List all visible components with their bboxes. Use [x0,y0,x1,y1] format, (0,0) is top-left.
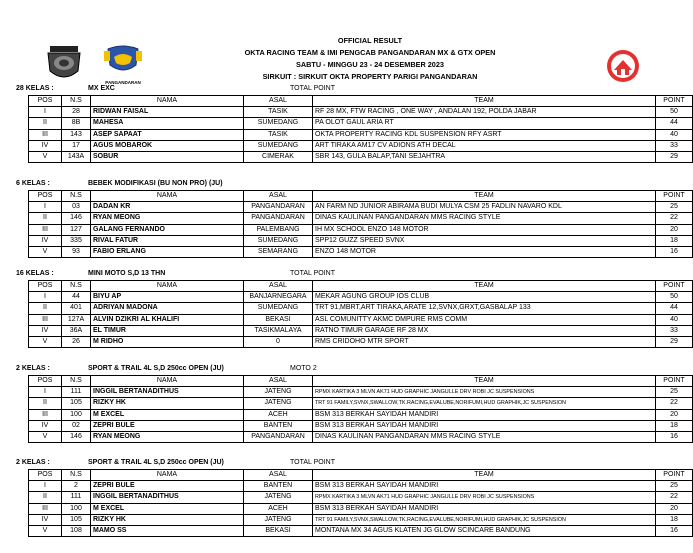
table-row [29,514,693,525]
results-table [28,95,693,163]
table-header-row [29,96,693,107]
cell-point: 16 [656,431,693,442]
cell-ns: 127 [62,224,91,235]
table-row [29,140,693,151]
class-label-text: KELAS : [21,180,50,187]
cell-nama: FABIO ERLANG [91,246,244,257]
column-header-asal: ASAL [244,96,313,107]
cell-asal: PALEMBANG [244,224,313,235]
cell-ns: 143 [62,129,91,140]
column-header-pos: POS [29,376,62,387]
cell-team: BSM 313 BERKAH SAYIDAH MANDIRI [313,481,656,492]
cell-pos: III [29,224,62,235]
column-header-ns: N.S [62,376,91,387]
cell-pos: V [29,336,62,347]
column-header-pos: POS [29,281,62,292]
cell-asal: CIMERAK [244,151,313,162]
cell-asal: JATENG [244,492,313,503]
results-table [28,375,693,443]
column-header-point: POINT [656,96,693,107]
cell-point: 50 [656,292,693,303]
column-header-pos: POS [29,96,62,107]
cell-pos: I [29,292,62,303]
column-header-pos: POS [29,470,62,481]
event-title: OKTA RACING TEAM & IMI PENGCAB PANGANDARAN MX & GTX OPEN [244,48,496,57]
cell-pos: I [29,387,62,398]
class-label-text: KELAS : [21,365,50,372]
cell-nama: RIVAL FATUR [91,235,244,246]
column-header-point: POINT [656,470,693,481]
result-title: OFFICIAL RESULT [337,36,403,45]
table-header-row [29,376,693,387]
class-label [16,180,50,187]
table-row [29,235,693,246]
cell-asal: BANJARNEGARA [244,292,313,303]
cell-point: 40 [656,129,693,140]
cell-point: 20 [656,409,693,420]
cell-nama: M EXCEL [91,503,244,514]
cell-ns: 26 [62,336,91,347]
cell-asal: PANGANDARAN [244,202,313,213]
cell-ns: 108 [62,525,91,536]
column-header-team: TEAM [313,376,656,387]
cell-ns: 44 [62,292,91,303]
cell-point: 25 [656,481,693,492]
cell-asal: PANGANDARAN [244,213,313,224]
cell-nama: MAHESA [91,118,244,129]
cell-pos: II [29,303,62,314]
table-row [29,431,693,442]
cell-nama: MAMO SS [91,525,244,536]
cell-ns: 127A [62,314,91,325]
results-table [28,280,693,348]
cell-nama: ZEPRI BULE [91,420,244,431]
cell-pos: III [29,409,62,420]
cell-asal: BANTEN [244,420,313,431]
cell-point: 20 [656,224,693,235]
cell-team: MONTANA MX 34 AGUS KLATEN JG GLOW SCINCARE BANDUNG [313,525,656,536]
page-header [0,0,693,85]
cell-team: BSM 313 BERKAH SAYIDAH MANDIRI [313,409,656,420]
cell-team: ASL COMUNITTY AKMC DMPURE RMS COMM [313,314,656,325]
cell-asal: JATENG [244,387,313,398]
cell-ns: 401 [62,303,91,314]
cell-point: 29 [656,151,693,162]
table-header-row [29,470,693,481]
results-table [28,190,693,258]
event-date: SABTU - MINGGU 23 - 24 DESEMBER 2023 [295,60,444,69]
cell-team: DINAS KAULINAN PANGANDARAN MMS RACING STYLE [313,431,656,442]
cell-team: RMS CRIDOHO MTR SPORT [313,336,656,347]
table-row [29,224,693,235]
class-count: 28 [16,85,24,92]
class-label-text: KELAS : [21,459,50,466]
cell-point: 25 [656,202,693,213]
cell-point: 50 [656,107,693,118]
cell-asal: ACEH [244,503,313,514]
cell-team: RPMX KARTIKA 3 MLVN AK71 HUD GRAPHIC JANGULLE DRV ROBI JC SUSPENSIONS [313,387,656,398]
table-row [29,292,693,303]
cell-nama: RIDWAN FAISAL [91,107,244,118]
cell-pos: V [29,151,62,162]
column-header-pos: POS [29,191,62,202]
cell-ns: 146 [62,431,91,442]
column-header-nama: NAMA [91,281,244,292]
table-row [29,213,693,224]
pangandaran-logo [100,45,146,83]
point-type-label: MOTO 2 [290,365,317,372]
cell-asal: BEKASI [244,314,313,325]
column-header-team: TEAM [313,96,656,107]
column-header-team: TEAM [313,281,656,292]
cell-asal: PANGANDARAN [244,431,313,442]
cell-team: SPP12 GUZZ SPEED SVNX [313,235,656,246]
class-label [16,365,50,372]
column-header-ns: N.S [62,191,91,202]
cell-team: IH MX SCHOOL ENZO 148 MOTOR [313,224,656,235]
cell-nama: RYAN MEONG [91,213,244,224]
cell-point: 16 [656,525,693,536]
table-row [29,314,693,325]
cell-nama: INGGIL BERTANADITHUS [91,492,244,503]
cell-team: BSM 313 BERKAH SAYIDAH MANDIRI [313,420,656,431]
table-row [29,129,693,140]
cell-point: 22 [656,213,693,224]
cell-nama: RIZKY HK [91,398,244,409]
cell-team: OKTA PROPERTY RACING KDL SUSPENSION RFY ASRT [313,129,656,140]
column-header-nama: NAMA [91,376,244,387]
cell-team: DINAS KAULINAN PANGANDARAN MMS RACING STYLE [313,213,656,224]
cell-nama: M RIDHO [91,336,244,347]
table-row [29,202,693,213]
cell-pos: II [29,118,62,129]
table-row [29,107,693,118]
cell-asal: 0 [244,336,313,347]
table-header-row [29,281,693,292]
cell-point: 29 [656,336,693,347]
cell-asal: SUMEDANG [244,303,313,314]
table-row [29,525,693,536]
cell-nama: ADRIYAN MADONA [91,303,244,314]
cell-point: 20 [656,503,693,514]
cell-asal: JATENG [244,514,313,525]
cell-nama: SOBUR [91,151,244,162]
cell-pos: V [29,525,62,536]
cell-pos: I [29,107,62,118]
column-header-ns: N.S [62,96,91,107]
column-header-nama: NAMA [91,96,244,107]
table-row [29,503,693,514]
cell-pos: I [29,202,62,213]
class-label-text: KELAS : [25,85,54,92]
cell-ns: 28 [62,107,91,118]
cell-team: BSM 313 BERKAH SAYIDAH MANDIRI [313,503,656,514]
cell-team: AN FARM ND JUNIOR ABIRAMA BUDI MULYA CSM 25 FADLIN NAVARO KDL [313,202,656,213]
column-header-point: POINT [656,191,693,202]
cell-ns: 36A [62,325,91,336]
cell-team: ENZO 148 MOTOR [313,246,656,257]
cell-pos: V [29,431,62,442]
cell-team: ART TIRAKA AM17 CV ADIONS ATH DECAL [313,140,656,151]
cell-asal: TASIK [244,129,313,140]
column-header-ns: N.S [62,281,91,292]
cell-nama: EL TIMUR [91,325,244,336]
table-row [29,398,693,409]
cell-pos: IV [29,514,62,525]
cell-pos: I [29,481,62,492]
table-row [29,409,693,420]
cell-ns: 111 [62,387,91,398]
cell-ns: 111 [62,492,91,503]
cell-nama: GALANG FERNANDO [91,224,244,235]
column-header-point: POINT [656,376,693,387]
cell-nama: ASEP SAPAAT [91,129,244,140]
cell-pos: II [29,492,62,503]
cell-asal: TASIK [244,107,313,118]
cell-team: TRT 91 FAMILY,SVNX,SWALLOW,TK.RACING,EVALUBE,NORIFUMI,HUD GRAPHIK,JC SUSPENSION [313,514,656,525]
cell-team: RPMX KARTIKA 3 MLVN AK71 HUD GRAPHIC JANGULLE DRV ROBI JC SUSPENSIONS [313,492,656,503]
table-row [29,246,693,257]
class-name: MX EXC [88,85,115,92]
class-count: 2 [16,459,20,466]
class-name: MINI MOTO S,D 13 THN [88,270,166,277]
class-label-text: KELAS : [25,270,54,277]
cell-nama: ZEPRI BULE [91,481,244,492]
class-name: SPORT & TRAIL 4L S,D 250cc OPEN (JU) [88,365,224,372]
column-header-asal: ASAL [244,191,313,202]
club-badge-logo [45,43,83,83]
cell-ns: 100 [62,409,91,420]
cell-team: TRT 91 FAMILY,SVNX,SWALLOW,TK.RACING,EVALUBE,NORIFUMI,HUD GRAPHIK,JC SUSPENSION [313,398,656,409]
cell-ns: 03 [62,202,91,213]
results-table [28,469,693,537]
cell-team: SBR 143, GULA BALAP,TANI SEJAHTRA [313,151,656,162]
cell-point: 22 [656,398,693,409]
cell-asal: TASIKMALAYA [244,325,313,336]
class-name: SPORT & TRAIL 4L S,D 250cc OPEN (JU) [88,459,224,466]
point-type-label: TOTAL POINT [290,459,335,466]
cell-team: RF 28 MX, FTW RACING , ONE WAY , ANDALAN 192, POLDA JABAR [313,107,656,118]
cell-nama: DADAN KR [91,202,244,213]
cell-point: 33 [656,140,693,151]
column-header-nama: NAMA [91,191,244,202]
cell-pos: III [29,314,62,325]
cell-ns: 105 [62,514,91,525]
cell-ns: 17 [62,140,91,151]
circuit-name: SIRKUIT : SIRKUIT OKTA PROPERTY PARIGI PANGANDARAN [262,72,478,81]
column-header-team: TEAM [313,191,656,202]
cell-nama: INGGIL BERTANADITHUS [91,387,244,398]
point-type-label: TOTAL POINT [290,85,335,92]
column-header-asal: ASAL [244,470,313,481]
cell-pos: V [29,246,62,257]
cell-asal: ACEH [244,409,313,420]
cell-ns: 335 [62,235,91,246]
cell-point: 44 [656,118,693,129]
cell-nama: AGUS MOBAROK [91,140,244,151]
column-header-nama: NAMA [91,470,244,481]
table-row [29,492,693,503]
cell-team: TRT 91,MBRT,ART TIRAKA,ARATE 12,SVNX,GRXT,GASBALAP 133 [313,303,656,314]
cell-pos: IV [29,420,62,431]
cell-ns: 02 [62,420,91,431]
point-type-label: TOTAL POINT [290,270,335,277]
table-header-row [29,191,693,202]
table-row [29,303,693,314]
cell-asal: BANTEN [244,481,313,492]
cell-nama: RYAN MEONG [91,431,244,442]
cell-team: PA OLOT GAUL ARIA RT [313,118,656,129]
table-row [29,336,693,347]
cell-ns: 146 [62,213,91,224]
cell-nama: BIYU AP [91,292,244,303]
cell-asal: SUMEDANG [244,140,313,151]
cell-asal: JATENG [244,398,313,409]
class-count: 2 [16,365,20,372]
cell-pos: II [29,398,62,409]
cell-point: 16 [656,246,693,257]
cell-nama: RIZKY HK [91,514,244,525]
cell-asal: SEMARANG [244,246,313,257]
cell-pos: II [29,213,62,224]
column-header-asal: ASAL [244,281,313,292]
column-header-team: TEAM [313,470,656,481]
cell-pos: IV [29,325,62,336]
column-header-asal: ASAL [244,376,313,387]
cell-asal: BEKASI [244,525,313,536]
cell-asal: SUMEDANG [244,235,313,246]
class-label [16,459,50,466]
cell-nama: M EXCEL [91,409,244,420]
class-count: 6 [16,180,20,187]
class-label [16,85,54,92]
table-row [29,151,693,162]
logo-caption: PANGANDARAN [105,80,141,85]
table-row [29,387,693,398]
cell-point: 18 [656,514,693,525]
cell-ns: 105 [62,398,91,409]
class-count: 16 [16,270,24,277]
cell-nama: ALVIN DZIKRI AL KHALIFI [91,314,244,325]
okta-property-logo [604,48,642,84]
cell-point: 25 [656,387,693,398]
cell-ns: 2 [62,481,91,492]
table-row [29,420,693,431]
column-header-ns: N.S [62,470,91,481]
column-header-point: POINT [656,281,693,292]
cell-pos: III [29,129,62,140]
cell-point: 22 [656,492,693,503]
cell-ns: 93 [62,246,91,257]
table-row [29,481,693,492]
cell-pos: IV [29,140,62,151]
table-row [29,325,693,336]
cell-asal: SUMEDANG [244,118,313,129]
cell-team: MEKAR AGUNG GROUP IOS CLUB [313,292,656,303]
cell-team: RATNO TIMUR GARAGE RF 28 MX [313,325,656,336]
cell-ns: 100 [62,503,91,514]
cell-point: 18 [656,420,693,431]
table-row [29,118,693,129]
cell-pos: III [29,503,62,514]
class-name: BEBEK MODIFIKASI (BU NON PRO) (JU) [88,180,223,187]
cell-point: 33 [656,325,693,336]
cell-ns: 8B [62,118,91,129]
cell-point: 40 [656,314,693,325]
cell-point: 44 [656,303,693,314]
cell-point: 18 [656,235,693,246]
class-label [16,270,54,277]
cell-ns: 143A [62,151,91,162]
cell-pos: IV [29,235,62,246]
